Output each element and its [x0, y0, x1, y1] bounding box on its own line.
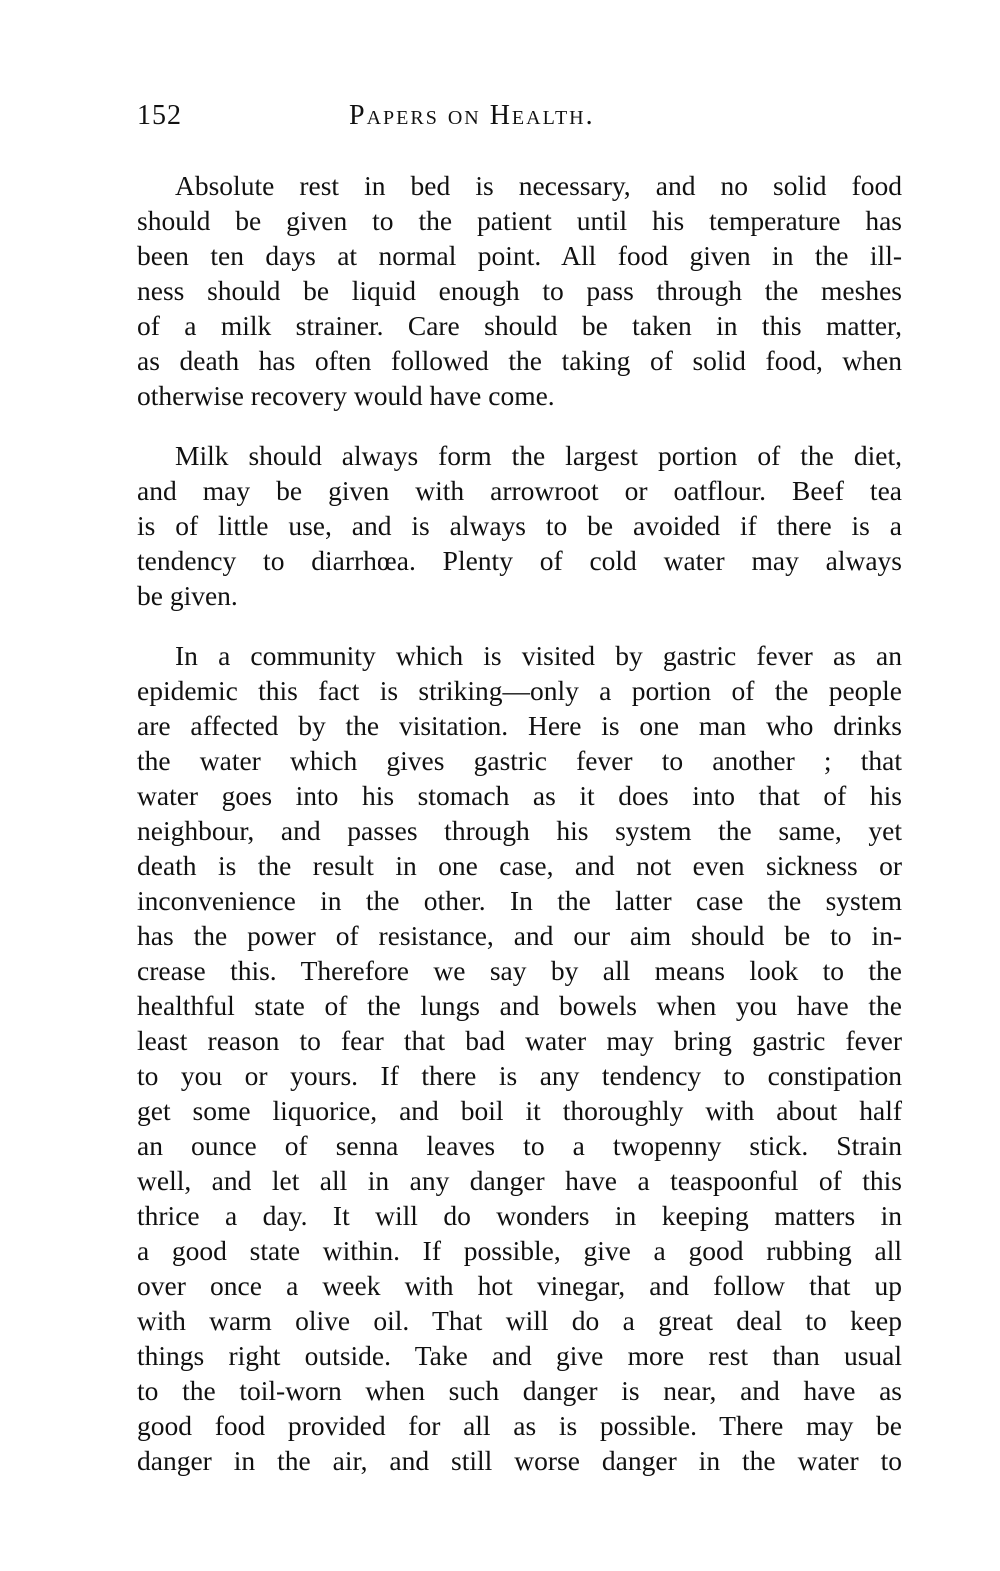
text-line: water goes into his stomach as it does into that of his	[137, 780, 902, 811]
text-line: Milk should always form the largest portion of the diet,	[175, 440, 902, 471]
paragraph	[137, 168, 902, 413]
text-line: inconvenience in the other. In the latter case the system	[137, 885, 902, 916]
text-line: well, and let all in any danger have a teaspoonful of this	[137, 1165, 902, 1196]
text-line: are affected by the visitation. Here is one man who drinks	[137, 710, 902, 741]
paragraph	[137, 438, 902, 613]
text-line: to you or yours. If there is any tendency to constipation	[137, 1060, 902, 1091]
text-line: otherwise recovery would have come.	[137, 380, 555, 411]
text-line: should be given to the patient until his temperature has	[137, 205, 902, 236]
text-line: healthful state of the lungs and bowels when you have the	[137, 990, 902, 1021]
text-line: get some liquorice, and boil it thoroughly with about half	[137, 1095, 902, 1126]
text-line: ness should be liquid enough to pass through the meshes	[137, 275, 902, 306]
text-line: good food provided for all as is possible. There may be	[137, 1410, 902, 1441]
text-line: thrice a day. It will do wonders in keeping matters in	[137, 1200, 902, 1231]
paragraph	[137, 638, 902, 1478]
text-line: Absolute rest in bed is necessary, and no solid food	[175, 170, 902, 201]
text-line: of a milk strainer. Care should be taken in this matter,	[137, 310, 902, 341]
text-line: is of little use, and is always to be avoided if there is a	[137, 510, 902, 541]
text-line: over once a week with hot vinegar, and follow that up	[137, 1270, 902, 1301]
running-title: Papers on Health.	[349, 100, 595, 131]
text-line: In a community which is visited by gastric fever as an	[175, 640, 902, 671]
body-text	[137, 168, 902, 1503]
text-line: and may be given with arrowroot or oatflour. Beef tea	[137, 475, 902, 506]
text-line: be given.	[137, 580, 238, 611]
text-line: the water which gives gastric fever to another ; that	[137, 745, 902, 776]
text-line: as death has often followed the taking of solid food, when	[137, 345, 902, 376]
text-line: least reason to fear that bad water may bring gastric fever	[137, 1025, 902, 1056]
text-line: things right outside. Take and give more rest than usual	[137, 1340, 902, 1371]
text-line: been ten days at normal point. All food given in the ill-	[137, 240, 902, 271]
text-line: an ounce of senna leaves to a twopenny stick. Strain	[137, 1130, 902, 1161]
text-line: a good state within. If possible, give a good rubbing all	[137, 1235, 902, 1266]
text-line: death is the result in one case, and not even sickness or	[137, 850, 902, 881]
text-line: to the toil-worn when such danger is near, and have as	[137, 1375, 902, 1406]
text-line: danger in the air, and still worse danger in the water to	[137, 1445, 902, 1476]
text-line: has the power of resistance, and our aim should be to in-	[137, 920, 902, 951]
text-line: with warm olive oil. That will do a great deal to keep	[137, 1305, 902, 1336]
text-line: epidemic this fact is striking—only a portion of the people	[137, 675, 902, 706]
text-line: crease this. Therefore we say by all means look to the	[137, 955, 902, 986]
page-header	[137, 100, 902, 140]
text-line: neighbour, and passes through his system the same, yet	[137, 815, 902, 846]
page-number: 152	[137, 100, 182, 131]
text-line: tendency to diarrhœa. Plenty of cold water may always	[137, 545, 902, 576]
